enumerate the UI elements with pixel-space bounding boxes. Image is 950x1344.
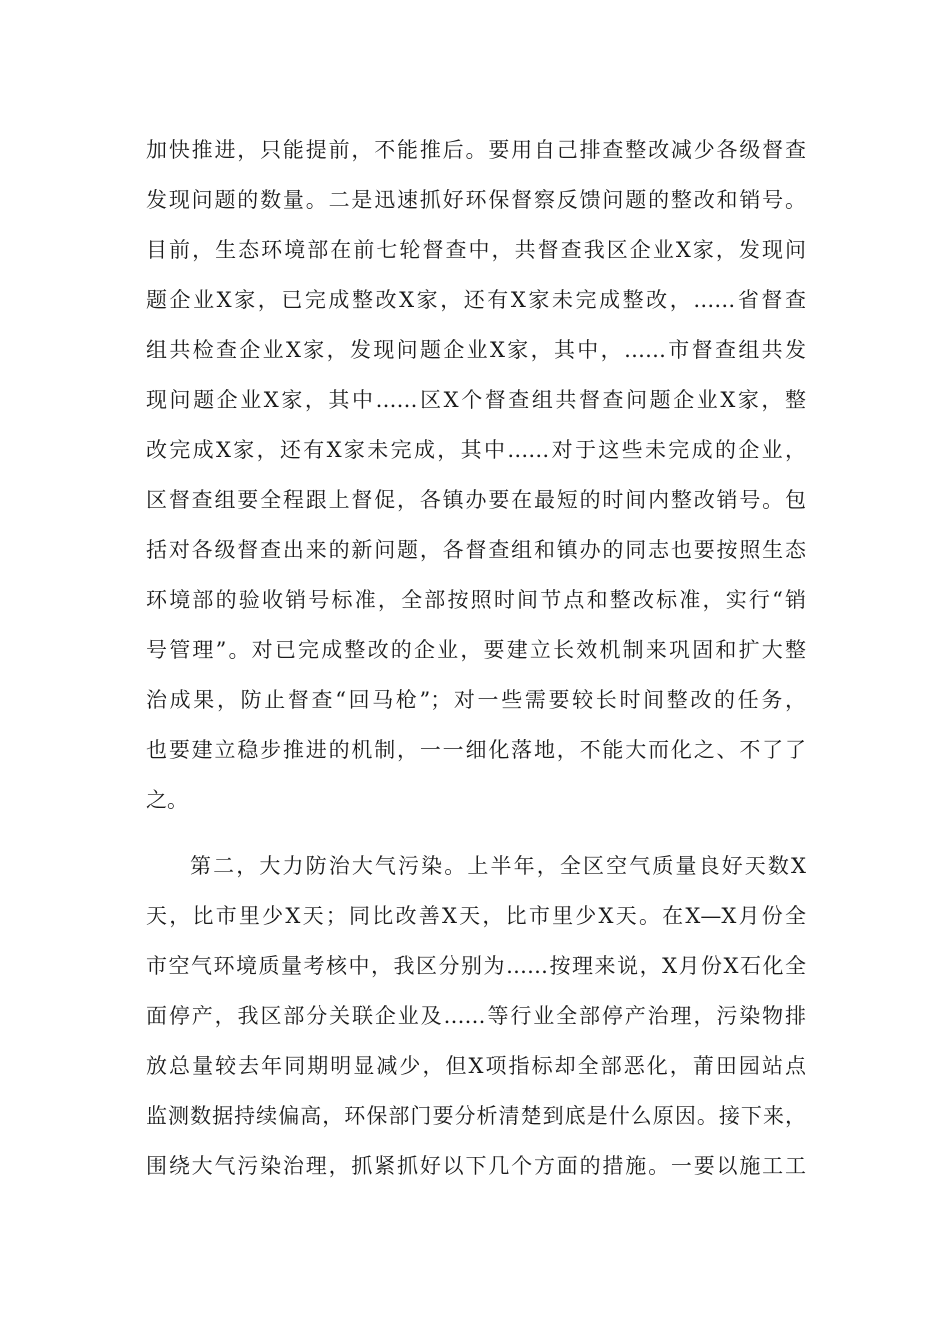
paragraph-line: 目前，生态环境部在前七轮督查中，共督查我区企业X家，发现问 <box>146 238 806 262</box>
paragraph-line: 组共检查企业X家，发现问题企业X家，其中，……市督查组共发 <box>146 338 806 362</box>
paragraph-line: 治成果，防止督查“回马枪”；对一些需要较长时间整改的任务， <box>146 688 806 712</box>
paragraph-line: 环境部的验收销号标准，全部按照时间节点和整改标准，实行“销 <box>146 588 806 612</box>
paragraph-line: 天，比市里少X天；同比改善X天，比市里少X天。在X—X月份全 <box>146 904 806 928</box>
paragraph-line: 号管理”。对已完成整改的企业，要建立长效机制来巩固和扩大整 <box>146 638 806 662</box>
paragraph-line: 改完成X家，还有X家未完成，其中……对于这些未完成的企业， <box>146 438 806 462</box>
paragraph-line: 加快推进，只能提前，不能推后。要用自己排查整改减少各级督查 <box>146 138 806 162</box>
paragraph-line: 面停产，我区部分关联企业及……等行业全部停产治理，污染物排 <box>146 1004 806 1028</box>
paragraph-line: 括对各级督查出来的新问题，各督查组和镇办的同志也要按照生态 <box>146 538 806 562</box>
paragraph-line: 也要建立稳步推进的机制，一一细化落地，不能大而化之、不了了 <box>146 738 806 762</box>
paragraph-line: 放总量较去年同期明显减少，但X项指标却全部恶化，莆田园站点 <box>146 1054 806 1078</box>
paragraph-line: 市空气环境质量考核中，我区分别为……按理来说，X月份X石化全 <box>146 954 806 978</box>
paragraph-line: 第二，大力防治大气污染。上半年，全区空气质量良好天数X <box>190 854 806 878</box>
paragraph-line: 区督查组要全程跟上督促，各镇办要在最短的时间内整改销号。包 <box>146 488 806 512</box>
paragraph-line: 发现问题的数量。二是迅速抓好环保督察反馈问题的整改和销号。 <box>146 188 806 212</box>
paragraph-line: 围绕大气污染治理，抓紧抓好以下几个方面的措施。一要以施工工 <box>146 1154 806 1178</box>
paragraph-line: 监测数据持续偏高，环保部门要分析清楚到底是什么原因。接下来， <box>146 1104 806 1128</box>
paragraph-line: 现问题企业X家，其中……区X个督查组共督查问题企业X家，整 <box>146 388 806 412</box>
paragraph-line: 题企业X家，已完成整改X家，还有X家未完成整改，……省督查 <box>146 288 806 312</box>
paragraph-line: 之。 <box>146 788 188 812</box>
